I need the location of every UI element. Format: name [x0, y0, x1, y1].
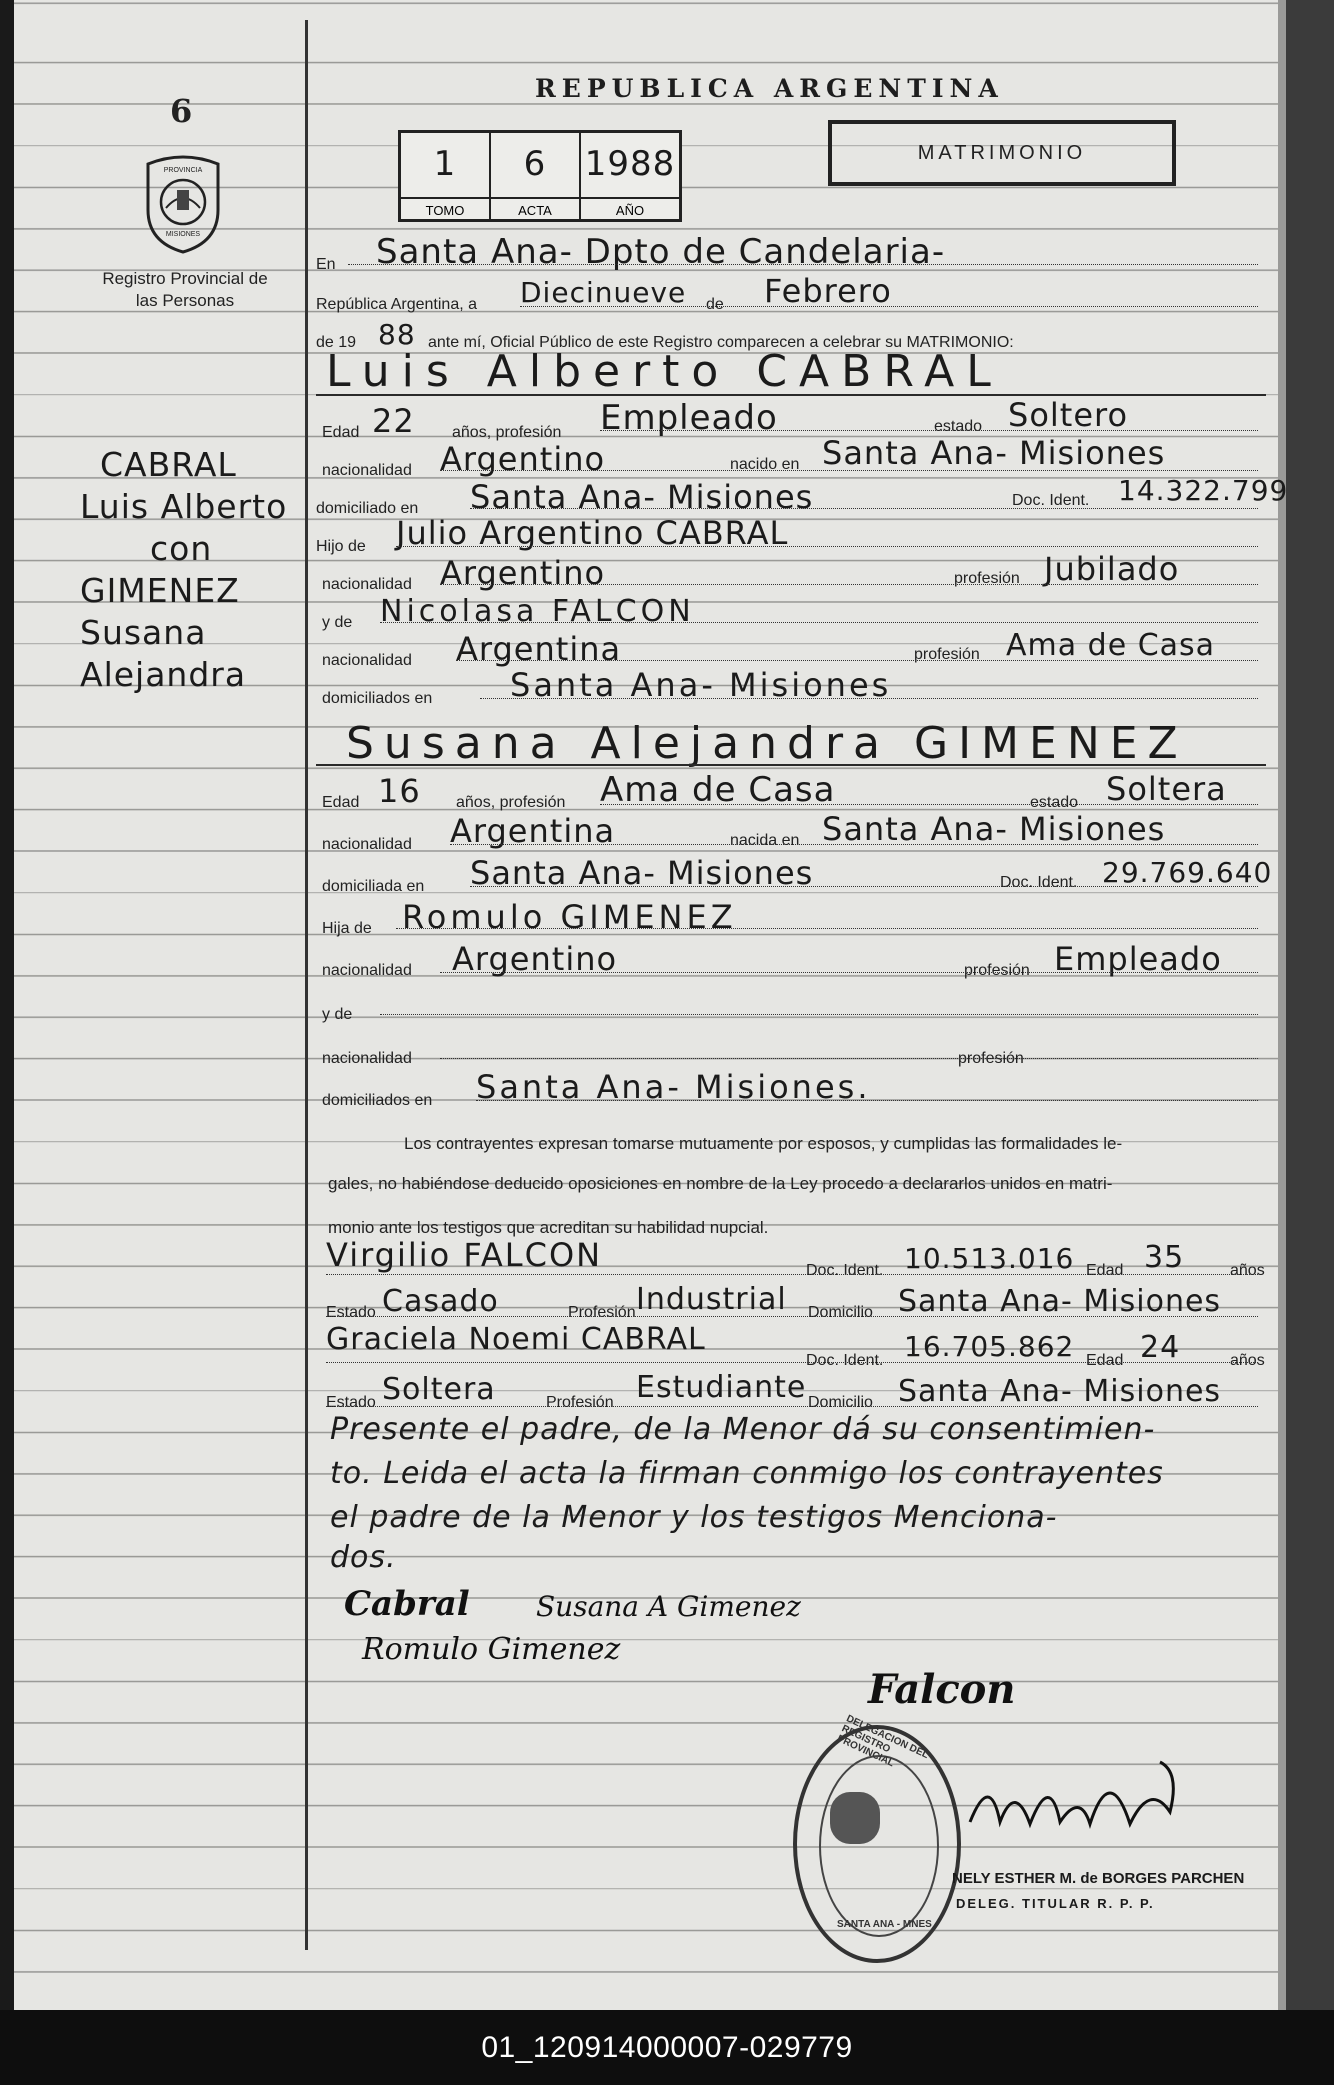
profesion-label: profesión — [914, 646, 980, 663]
margin-line: GIMENEZ — [80, 571, 240, 610]
nacionalidad-label: nacionalidad — [322, 652, 412, 669]
signature-father: Romulo Gimenez — [362, 1632, 621, 1667]
bride-doc: 29.769.640 — [1102, 856, 1273, 889]
hija-label: Hija de — [322, 920, 372, 937]
estado-label: estado — [1030, 794, 1079, 811]
bride-profesion: Ama de Casa — [600, 770, 836, 810]
country-title: REPUBLICA ARGENTINA — [535, 74, 1004, 103]
groom-profesion: Empleado — [600, 398, 778, 438]
registry-name: Registro Provincial de las Personas — [102, 269, 268, 310]
yde-label: y de — [322, 1006, 353, 1023]
groom-madre-prof: Ama de Casa — [1006, 628, 1216, 663]
profesion-label: años, profesión — [456, 794, 566, 811]
seal-emblem-icon — [830, 1792, 880, 1844]
note-line: el padre de la Menor y los testigos Menciona- — [330, 1500, 1058, 1535]
margin-line: Susana — [80, 613, 207, 652]
margin-line: CABRAL — [100, 445, 237, 484]
officer-name: NELY ESTHER M. de BORGES PARCHEN — [952, 1870, 1245, 1887]
estado-label: Estado — [326, 1304, 376, 1321]
domiciliados-label: domiciliados en — [322, 690, 433, 707]
acta-value: 6 — [523, 144, 547, 184]
edad-label: Edad — [1086, 1262, 1124, 1279]
groom-padres-dom: Santa Ana- Misiones — [510, 666, 892, 704]
nacionalidad-label: nacionalidad — [322, 962, 412, 979]
profesion-label: Profesión — [568, 1304, 636, 1321]
groom-padre-nac: Argentino — [440, 554, 606, 592]
groom-name: Luis Alberto CABRAL — [326, 346, 1003, 397]
yde-label: y de — [322, 614, 353, 631]
profesion-label: profesión — [964, 962, 1030, 979]
declaration-line: Los contrayentes expresan tomarse mutuamente por esposos, y cumplidas las formalidades le- — [404, 1134, 1123, 1153]
declaration-line: monio ante los testigos que acreditan su habilidad nupcial. — [328, 1218, 769, 1237]
anio-value: 1988 — [584, 144, 676, 184]
place-value: Santa Ana- Dpto de Candelaria- — [376, 232, 946, 272]
bride-padre-prof: Empleado — [1054, 940, 1222, 978]
anio-label: AÑO — [581, 197, 679, 223]
bride-nacionalidad: Argentina — [450, 812, 616, 850]
doc-label: Doc. Ident. — [1000, 874, 1078, 891]
witness1-estado: Casado — [382, 1284, 499, 1319]
witness1-edad: 35 — [1144, 1240, 1185, 1275]
bride-padre-nac: Argentino — [452, 940, 618, 978]
anios-label: años — [1230, 1262, 1265, 1279]
witness2-domicilio: Santa Ana- Misiones — [898, 1374, 1222, 1409]
signature-groom: Cabral — [344, 1584, 470, 1624]
note-line: dos. — [330, 1540, 397, 1575]
year-text: ante mí, Oficial Público de este Registro comparecen a celebrar su MATRIMONIO: — [428, 334, 1014, 351]
signature-witness: Falcon — [868, 1666, 1016, 1713]
acta-label: ACTA — [491, 197, 579, 223]
domiciliada-label: domiciliada en — [322, 878, 425, 895]
witness2-name: Graciela Noemi CABRAL — [326, 1322, 706, 1357]
bride-name: Susana Alejandra GIMENEZ — [346, 718, 1188, 769]
witness2-estado: Soltera — [382, 1372, 496, 1407]
margin-line: con — [150, 529, 213, 568]
seal-top-text: DELEGACION DEL REGISTRO PROVINCIAL — [835, 1713, 931, 1770]
domiciliados-label: domiciliados en — [322, 1092, 433, 1109]
anios-label: años — [1230, 1352, 1265, 1369]
witness2-doc: 16.705.862 — [904, 1330, 1075, 1363]
signature-bride: Susana A Gimenez — [536, 1590, 801, 1623]
nacionalidad-label: nacionalidad — [322, 1050, 412, 1067]
groom-nacido: Santa Ana- Misiones — [822, 434, 1166, 472]
doc-label: Doc. Ident. — [806, 1262, 884, 1279]
nacida-label: nacida en — [730, 832, 800, 849]
domicilio-label: Domicilio — [808, 1304, 873, 1321]
witness1-profesion: Industrial — [636, 1282, 787, 1317]
seal-bottom-text: SANTA ANA - MNES — [837, 1919, 932, 1930]
note-line: to. Leida el acta la firman conmigo los contrayentes — [330, 1456, 1164, 1491]
groom-doc: 14.322.799 — [1118, 474, 1289, 507]
year-value: 88 — [378, 318, 416, 351]
profesion-label: años, profesión — [452, 424, 562, 441]
declaration-line: gales, no habiéndose deducido oposiciones en nombre de la Ley procedo a declararlos unidos en matri- — [328, 1174, 1113, 1193]
registry-seal — [793, 1713, 961, 1963]
groom-madre: Nicolasa FALCON — [380, 594, 695, 629]
image-code: 01_120914000007-029779 — [0, 2010, 1334, 2085]
domicilio-label: Domicilio — [808, 1394, 873, 1411]
tomo-label: TOMO — [401, 197, 489, 223]
year-prefix: de 19 — [316, 334, 357, 351]
nacionalidad-label: nacionalidad — [322, 462, 412, 479]
margin-line: Luis Alberto — [80, 487, 288, 526]
note-line: Presente el padre, de la Menor dá su consentimien- — [330, 1412, 1156, 1447]
estado-label: estado — [934, 418, 983, 435]
hijo-label: Hijo de — [316, 538, 366, 555]
bride-edad: 16 — [378, 772, 421, 810]
bride-domicilio: Santa Ana- Misiones — [470, 854, 814, 892]
witness1-domicilio: Santa Ana- Misiones — [898, 1284, 1222, 1319]
groom-madre-nac: Argentina — [456, 630, 622, 668]
groom-estado: Soltero — [1008, 396, 1129, 434]
groom-edad: 22 — [372, 402, 415, 440]
groom-nacionalidad: Argentino — [440, 440, 606, 478]
place-label: En — [316, 256, 336, 273]
page-edge — [1278, 0, 1286, 2010]
date-label: República Argentina, a — [316, 296, 477, 313]
doc-label: Doc. Ident. — [806, 1352, 884, 1369]
witness2-edad: 24 — [1140, 1330, 1181, 1365]
bride-nacida: Santa Ana- Misiones — [822, 810, 1166, 848]
margin-note — [60, 444, 300, 696]
svg-text:PROVINCIA: PROVINCIA — [163, 167, 203, 174]
book-edge — [1286, 0, 1334, 2010]
month-value: Febrero — [764, 272, 892, 310]
officer-signature-icon — [960, 1752, 1200, 1852]
margin-line: Alejandra — [80, 655, 247, 694]
nacionalidad-label: nacionalidad — [322, 576, 412, 593]
page-number: 6 — [170, 92, 193, 130]
edad-label: Edad — [322, 424, 360, 441]
witness1-name: Virgilio FALCON — [326, 1236, 603, 1274]
day-value: Diecinueve — [520, 276, 687, 309]
date-de-label: de — [706, 296, 724, 313]
edad-label: Edad — [322, 794, 360, 811]
act-type: MATRIMONIO — [828, 120, 1176, 186]
tomo-value: 1 — [433, 144, 457, 184]
profesion-label: profesión — [958, 1050, 1024, 1067]
margin-divider — [305, 20, 308, 1950]
groom-padre-prof: Jubilado — [1044, 550, 1180, 588]
witness2-profesion: Estudiante — [636, 1370, 807, 1405]
estado-label: Estado — [326, 1394, 376, 1411]
groom-padre: Julio Argentino CABRAL — [396, 514, 789, 552]
witness1-doc: 10.513.016 — [904, 1242, 1075, 1275]
edad-label: Edad — [1086, 1352, 1124, 1369]
bride-padres-dom: Santa Ana- Misiones. — [476, 1068, 871, 1106]
profesion-label: profesión — [954, 570, 1020, 587]
tomo-acta-anio-box — [398, 130, 682, 222]
provincial-crest-icon — [140, 150, 226, 254]
bride-estado: Soltera — [1106, 770, 1227, 808]
officer-title: DELEG. TITULAR R. P. P. — [956, 1896, 1155, 1911]
doc-label: Doc. Ident. — [1012, 492, 1090, 509]
nacido-label: nacido en — [730, 456, 800, 473]
bride-padre: Romulo GIMENEZ — [402, 898, 737, 936]
groom-domicilio: Santa Ana- Misiones — [470, 478, 814, 516]
domicilio-label: domiciliado en — [316, 500, 419, 517]
svg-text:MISIONES: MISIONES — [165, 231, 201, 238]
nacionalidad-label: nacionalidad — [322, 836, 412, 853]
profesion-label: Profesión — [546, 1394, 614, 1411]
